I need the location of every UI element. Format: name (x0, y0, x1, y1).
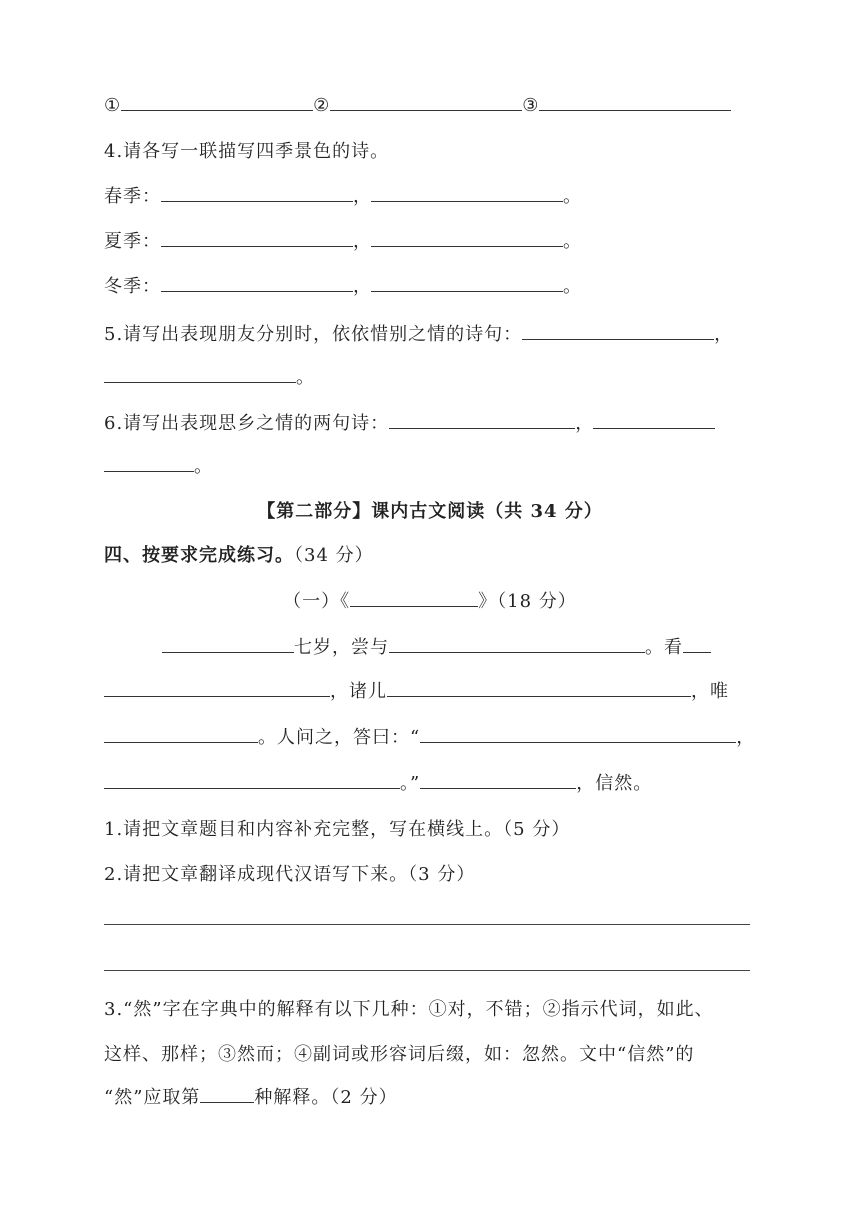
section-heading: 四、按要求完成练习。 (104, 545, 294, 566)
period: 。 (296, 367, 314, 388)
comma: ， (353, 231, 371, 252)
answer-blank[interactable] (200, 1084, 254, 1103)
answer-blank[interactable] (420, 724, 736, 743)
passage-title-suffix: 》（18 分） (478, 591, 577, 612)
answer-blank[interactable] (104, 724, 258, 743)
title-blank[interactable] (350, 588, 478, 607)
q4-winter-line (104, 273, 581, 301)
part2-title: 【第二部分】课内古文阅读（共 34 分） (257, 501, 603, 522)
passage-text: ， (736, 727, 756, 748)
period: 。 (563, 186, 581, 207)
answer-blank[interactable] (161, 273, 353, 292)
period: 。 (194, 456, 212, 477)
answer-blank[interactable] (161, 183, 353, 202)
passage-text: ，诸儿 (330, 681, 387, 702)
q3-text-b: 种解释。（2 分） (254, 1087, 398, 1108)
passage-title-line (0, 588, 860, 616)
marker-1: ① (104, 95, 122, 116)
question-3-line-2: 这样、那样；③然而；④副词或形容词后缀，如：忽然。文中“信然”的 (104, 1044, 695, 1065)
answer-blank[interactable] (104, 364, 296, 383)
answer-blank[interactable] (121, 92, 313, 111)
passage-text: 七岁，尝与 (294, 637, 389, 658)
winter-label: 冬季： (104, 276, 161, 297)
passage-line-2 (104, 678, 729, 706)
passage-line-1 (162, 634, 711, 662)
spring-label: 春季： (104, 186, 161, 207)
answer-blank[interactable] (593, 410, 715, 429)
comma: ， (575, 413, 594, 434)
q5-prompt: 5.请写出表现朋友分别时，依依惜别之情的诗句： (104, 324, 523, 345)
answer-blank[interactable] (371, 228, 563, 247)
answer-blank[interactable] (104, 453, 194, 472)
q3-text-a: “然”应取第 (104, 1087, 201, 1108)
section-four-heading (104, 542, 374, 570)
passage-line-4 (104, 770, 652, 798)
passage-line-3 (104, 724, 755, 752)
marker-3: ③ (522, 95, 540, 116)
q5-line (104, 321, 732, 349)
answer-blank[interactable] (683, 634, 711, 653)
passage-title-prefix: （一）《 (283, 591, 351, 612)
passage-text: 。人问之，答曰：“ (258, 727, 421, 748)
translation-rule-2[interactable] (104, 970, 750, 971)
comma: ， (353, 186, 371, 207)
comma: ， (714, 324, 733, 345)
q3-fill-line (104, 92, 731, 120)
q4-summer-line (104, 228, 581, 256)
q4-spring-line (104, 183, 581, 211)
translation-rule-1[interactable] (104, 924, 750, 925)
passage-text: ，唯 (691, 681, 729, 702)
comma: ， (353, 276, 371, 297)
answer-blank[interactable] (104, 678, 330, 697)
passage-text: ，信然。 (576, 773, 653, 794)
answer-blank[interactable] (539, 92, 731, 111)
period: 。 (563, 276, 581, 297)
answer-blank[interactable] (330, 92, 522, 111)
answer-blank[interactable] (389, 634, 645, 653)
period: 。 (563, 231, 581, 252)
answer-blank[interactable] (161, 228, 353, 247)
answer-blank[interactable] (522, 321, 714, 340)
question-3-line-1: 3.“然”字在字典中的解释有以下几种：①对，不错；②指示代词，如此、 (104, 999, 714, 1020)
answer-blank[interactable] (104, 770, 400, 789)
q6-line (104, 410, 715, 438)
summer-label: 夏季： (104, 231, 161, 252)
marker-2: ② (313, 95, 331, 116)
section-points: （34 分） (294, 545, 374, 566)
q4-prompt: 4.请各写一联描写四季景色的诗。 (104, 141, 390, 162)
passage-text: 。” (400, 773, 421, 794)
answer-blank[interactable] (387, 678, 691, 697)
answer-blank[interactable] (162, 634, 294, 653)
answer-blank[interactable] (389, 410, 575, 429)
question-3-line-3 (104, 1084, 398, 1112)
q5-line-2 (104, 364, 314, 392)
q6-prompt: 6.请写出表现思乡之情的两句诗： (104, 413, 390, 434)
passage-text: 。看 (645, 637, 683, 658)
answer-blank[interactable] (371, 183, 563, 202)
answer-blank[interactable] (420, 770, 576, 789)
q6-line-2 (104, 453, 212, 481)
question-2: 2.请把文章翻译成现代汉语写下来。（3 分） (104, 864, 476, 885)
answer-blank[interactable] (371, 273, 563, 292)
question-1: 1.请把文章题目和内容补充完整，写在横线上。（5 分） (104, 819, 571, 840)
